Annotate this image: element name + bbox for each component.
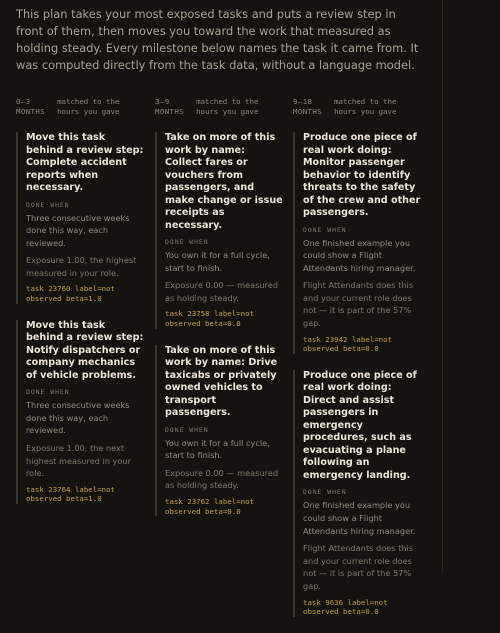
milestone-card <box>293 132 421 354</box>
milestone-task-ref: task 23942 label=not observed beta=0.0 <box>303 334 392 354</box>
milestone-exposure: Exposure 1.00, the highest measured in your role. <box>26 255 137 278</box>
milestone-task-ref: task 23762 label=not observed beta=0.0 <box>165 496 254 516</box>
done-when-label: DONE WHEN <box>165 425 209 434</box>
right-divider <box>442 0 443 573</box>
milestone-title: Produce one piece of real work doing: Monitor passenger behavior to identify threats to the safety of the crew and other passengers. <box>303 132 421 218</box>
column-header <box>293 97 421 117</box>
milestone-exposure: Exposure 0.00 — measured as holding steady. <box>165 280 279 303</box>
milestone-exposure: Exposure 0.00 — measured as holding steady. <box>165 467 279 491</box>
column-note: matched to the hours you gave <box>334 97 397 116</box>
milestone-task-ref: task 23758 label=not observed beta=0.0 <box>165 309 254 328</box>
milestone-task-ref: task 9636 label=not observed beta=0.0 <box>303 597 388 617</box>
column-range: 3–9 MONTHS <box>155 97 185 116</box>
milestone-criteria: One finished example you could show a Flight Attendants hiring manager. <box>303 237 416 273</box>
milestone-criteria: You own it for a full cycle, start to finish. <box>165 437 270 461</box>
milestone-title: Take on more of this work by name: Drive taxicabs or privately owned vehicles to transport passengers. <box>165 344 278 419</box>
milestone-task-ref: task 23764 label=not observed beta=1.0 <box>26 484 115 504</box>
column-range: 9–18 MONTHS <box>293 97 323 116</box>
column-3-9-months <box>155 97 283 532</box>
plan-intro: This plan takes your most exposed tasks and puts a review step in front of them, then moves you toward the work that measured as holding steady. Every milestone below names the task it came from. It was computed directly from the task data, without a language model. <box>16 7 419 72</box>
column-0-3-months <box>16 97 144 520</box>
column-9-18-months <box>293 97 421 633</box>
milestone-exposure: Flight Attendants does this and your current role does not — it is part of the 57% gap. <box>303 543 414 591</box>
column-note: matched to the hours you gave <box>57 97 120 116</box>
milestone-criteria: Three consecutive weeks done this way, each reviewed. <box>26 212 130 248</box>
milestone-card <box>16 132 144 304</box>
milestone-title: Move this task behind a review step: Complete accident reports when necessary. <box>26 132 144 193</box>
milestone-criteria: One finished example you could show a Flight Attendants hiring manager. <box>303 500 416 536</box>
milestone-exposure: Exposure 1.00, the next highest measured in your role. <box>26 442 131 479</box>
done-when-label: DONE WHEN <box>303 225 347 234</box>
milestone-title: Take on more of this work by name: Collect fares or vouchers from passengers, and make change or issue receipts as necessary. <box>165 132 283 231</box>
column-range: 0–3 MONTHS <box>16 97 46 116</box>
milestone-card <box>293 370 421 617</box>
column-note: matched to the hours you gave <box>196 97 259 116</box>
done-when-label: DONE WHEN <box>165 238 209 246</box>
column-header <box>16 97 144 117</box>
milestone-task-ref: task 23760 label=not observed beta=1.0 <box>26 284 115 304</box>
done-when-label: DONE WHEN <box>303 488 347 497</box>
milestone-card <box>16 320 144 504</box>
milestone-title: Produce one piece of real work doing: Direct and assist passengers in emergency procedures, such as evacuating a plane following an emergency landing. <box>303 369 417 481</box>
milestone-exposure: Flight Attendants does this and your current role does not — it is part of the 57% gap. <box>303 280 414 329</box>
milestone-criteria: Three consecutive weeks done this way, each reviewed. <box>26 400 130 436</box>
milestone-criteria: You own it for a full cycle, start to finish. <box>165 250 270 273</box>
milestone-title: Move this task behind a review step: Notify dispatchers or company mechanics of vehicle problems. <box>26 319 144 381</box>
done-when-label: DONE WHEN <box>26 200 70 209</box>
milestone-card <box>155 345 283 517</box>
column-header <box>155 97 283 117</box>
milestone-card <box>155 132 283 329</box>
done-when-label: DONE WHEN <box>26 388 70 397</box>
